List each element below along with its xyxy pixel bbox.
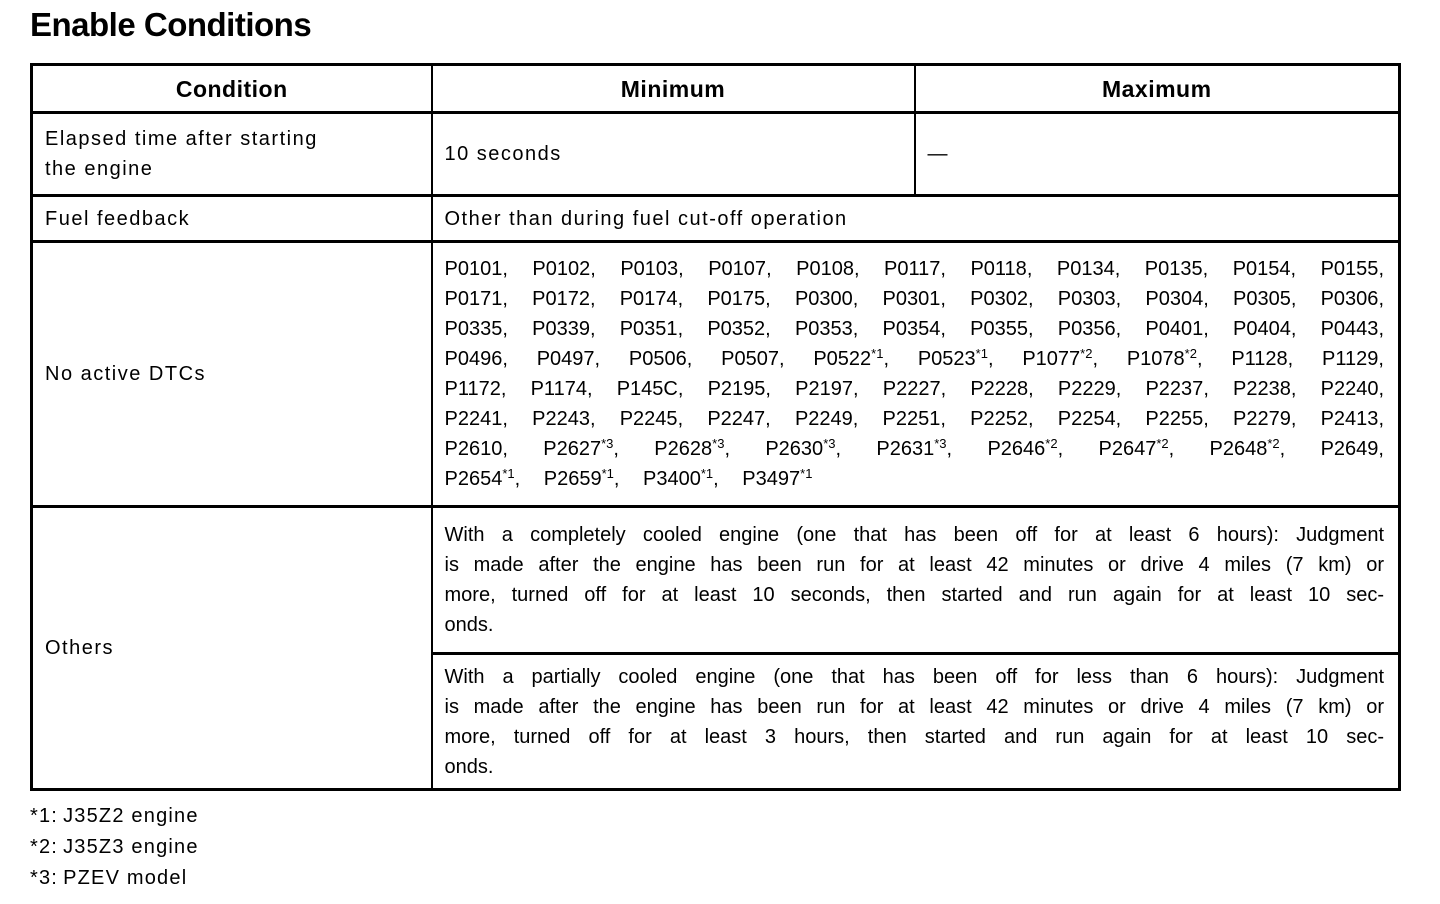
footnote-ref: *3 bbox=[601, 435, 614, 451]
footnote-text: J35Z2 engine bbox=[63, 805, 199, 827]
footnote-2 bbox=[30, 832, 1440, 863]
footnote-3 bbox=[30, 863, 1440, 894]
condition-cell-no-active-dtcs: No active DTCs bbox=[32, 242, 432, 507]
dtc-line: P2654$^{*1}$, P2659$^{*1}$, P3400$^{*1}$, P3497$^{*1}$ bbox=[444, 465, 813, 490]
footnote-ref: *2 bbox=[1156, 435, 1169, 451]
condition-cell-others: Others bbox=[32, 507, 432, 790]
text-line: is made after the engine has been run for at least 42 minutes or drive 4 miles (7 km) or bbox=[444, 695, 1384, 718]
condition-cell-fuel-feedback: Fuel feedback bbox=[32, 196, 432, 242]
table-row-no-active-dtcs bbox=[32, 242, 1400, 507]
table-row-fuel-feedback bbox=[32, 196, 1400, 242]
dtc-line: P0101, P0102, P0103, P0107, P0108, P0117, P0118, P0134, P0135, P0154, P0155, bbox=[444, 258, 1384, 280]
dtc-list-cell bbox=[432, 242, 1400, 507]
dtc-line: P2241, P2243, P2245, P2247, P2249, P2251, P2252, P2254, P2255, P2279, P2413, bbox=[444, 408, 1384, 430]
text-line: more, turned off for at least 3 hours, then started and run again for at least 10 sec- bbox=[444, 725, 1384, 748]
table-row-others-case1 bbox=[32, 507, 1400, 654]
dtc-line: P2610, P2627$^{*3}$, P2628$^{*3}$, P2630$^{*3}$, P2631$^{*3}$, P2646$^{*2}$, P2647$^{*2}$, P2648$^{*2}$, P2649, bbox=[444, 435, 1384, 460]
text-line: With a completely cooled engine (one that has been off for at least 6 hours): Judgment bbox=[444, 524, 1384, 546]
footnote-marker: *3: bbox=[30, 867, 59, 889]
others-completely-cooled-cell bbox=[432, 507, 1400, 654]
footnote-ref: *1 bbox=[700, 465, 714, 481]
dtc-line: P0335, P0339, P0351, P0352, P0353, P0354, P0355, P0356, P0401, P0404, P0443, bbox=[444, 318, 1384, 340]
column-header-minimum: Minimum bbox=[432, 65, 915, 113]
text-line: onds. bbox=[444, 755, 494, 778]
footnotes bbox=[30, 801, 1440, 894]
footnote-ref: *1 bbox=[502, 465, 515, 481]
page-title: Enable Conditions bbox=[30, 6, 312, 43]
footnote-text: PZEV model bbox=[63, 867, 188, 889]
text-line: With a partially cooled engine (one that has been off for less than 6 hours): Judgment bbox=[444, 665, 1384, 688]
footnote-ref: *1 bbox=[975, 345, 988, 361]
condition-cell-elapsed-time bbox=[32, 113, 432, 196]
enable-conditions-table bbox=[30, 63, 1401, 791]
footnote-ref: *3 bbox=[934, 435, 947, 451]
minimum-cell-elapsed-time: 10 seconds bbox=[432, 113, 915, 196]
footnote-ref: *2 bbox=[1184, 345, 1197, 361]
footnote-ref: *2 bbox=[1045, 435, 1058, 451]
table-row-elapsed-time bbox=[32, 113, 1400, 196]
column-header-condition: Condition bbox=[32, 65, 432, 113]
condition-text: Elapsed time after starting the engine bbox=[45, 128, 318, 180]
table-header-row bbox=[32, 65, 1400, 113]
text-line: more, turned off for at least 10 seconds, then started and run again for at least 10 sec- bbox=[444, 584, 1384, 606]
dtc-line: P1172, P1174, P145C, P2195, P2197, P2227, P2228, P2229, P2237, P2238, P2240, bbox=[444, 378, 1385, 400]
others-partially-cooled-cell bbox=[432, 654, 1400, 790]
footnote-ref: *2 bbox=[1267, 435, 1280, 451]
dtc-line: P0171, P0172, P0174, P0175, P0300, P0301, P0302, P0303, P0304, P0305, P0306, bbox=[444, 288, 1384, 310]
footnote-ref: *1 bbox=[800, 465, 813, 481]
footnote-marker: *1: bbox=[30, 805, 59, 827]
text-line: onds. bbox=[444, 614, 494, 636]
value-cell-fuel-feedback: Other than during fuel cut-off operation bbox=[432, 196, 1400, 242]
footnote-marker: *2: bbox=[30, 836, 59, 858]
maximum-cell-elapsed-time: — bbox=[915, 113, 1400, 196]
footnote-ref: *1 bbox=[601, 465, 614, 481]
column-header-maximum: Maximum bbox=[915, 65, 1400, 113]
dtc-line: P0496, P0497, P0506, P0507, P0522$^{*1}$, P0523$^{*1}$, P1077$^{*2}$, P1078$^{*2}$, P1128, P1129, bbox=[444, 345, 1384, 370]
footnote-1 bbox=[30, 801, 1440, 832]
footnote-ref: *1 bbox=[871, 345, 884, 361]
footnote-text: J35Z3 engine bbox=[63, 836, 199, 858]
footnote-ref: *3 bbox=[823, 435, 836, 451]
footnote-ref: *2 bbox=[1080, 345, 1093, 361]
footnote-ref: *3 bbox=[712, 435, 725, 451]
text-line: is made after the engine has been run for at least 42 minutes or drive 4 miles (7 km) or bbox=[444, 554, 1384, 576]
